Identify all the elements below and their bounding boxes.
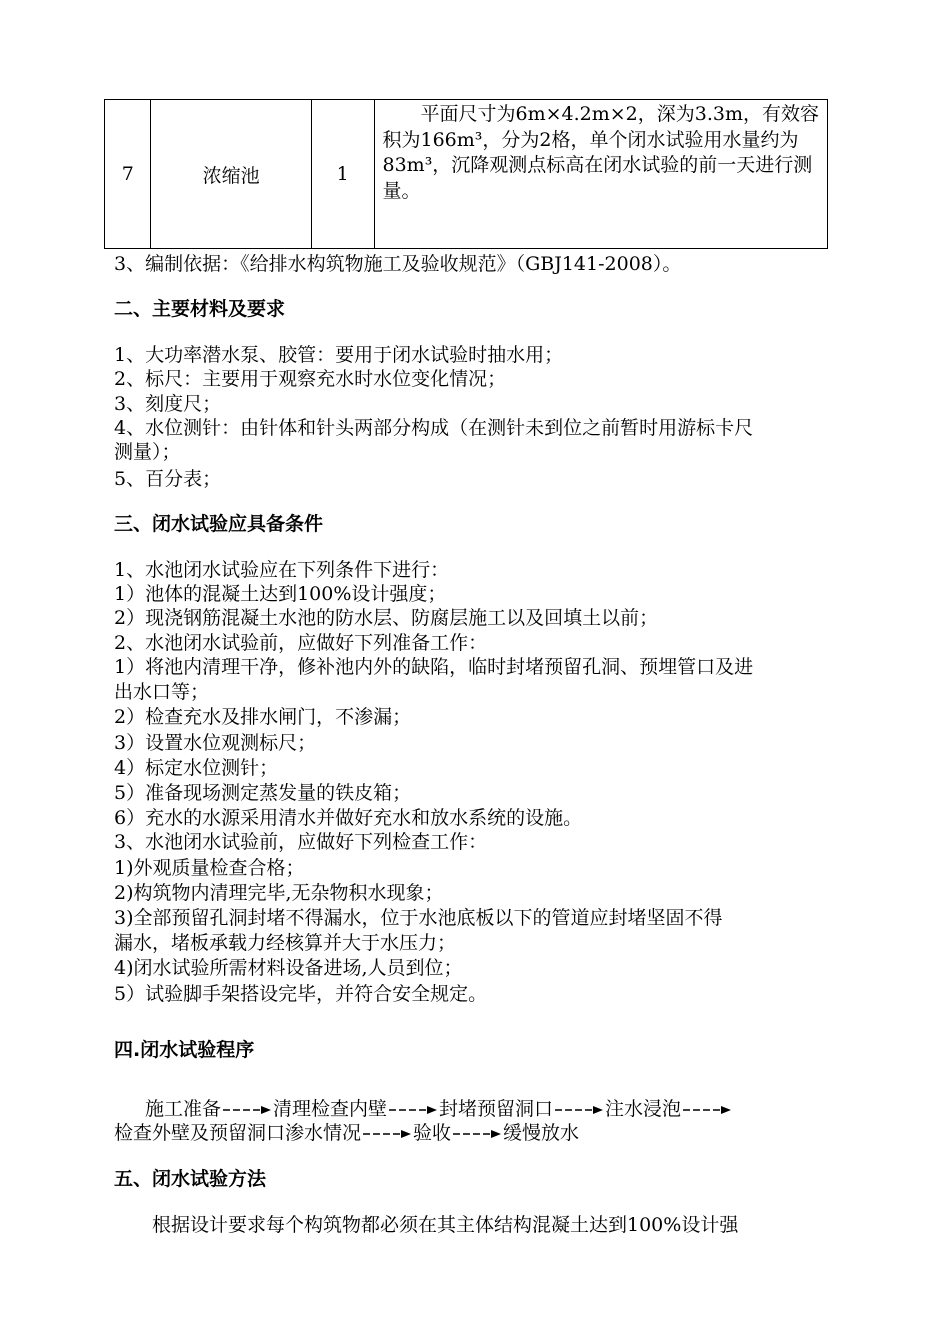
list-item: 3、刻度尺； [114, 393, 222, 415]
section-3-heading: 三、闭水试验应具备条件 [114, 513, 324, 535]
list-item: 1、水池闭水试验应在下列条件下进行： [114, 559, 450, 581]
list-item: 2、标尺：主要用于观察充水时水位变化情况； [114, 368, 507, 390]
flow-step: 清理检查内壁 [273, 1098, 388, 1120]
arrow-right-icon [555, 1105, 603, 1115]
list-item: 4)闭水试验所需材料设备进场,人员到位； [114, 957, 463, 979]
list-item: 漏水，堵板承载力经核算并大于水压力； [114, 932, 457, 954]
section-5-heading: 五、闭水试验方法 [114, 1168, 267, 1190]
flow-step: 施工准备 [145, 1098, 222, 1120]
list-item: 出水口等； [114, 681, 210, 703]
list-item: 4、水位测针：由针体和针头两部分构成（在测针未到位之前暂时用游标卡尺 [114, 417, 754, 439]
structure-name: 浓缩池 [151, 100, 311, 249]
list-item: 3）设置水位观测标尺； [114, 732, 317, 754]
list-item: 测量）； [114, 441, 181, 463]
arrow-right-icon [683, 1105, 731, 1115]
flow-step: 缓慢放水 [503, 1122, 580, 1144]
arrow-right-icon [389, 1105, 437, 1115]
flow-step: 验收 [413, 1122, 452, 1144]
list-item: 4）标定水位测针； [114, 757, 279, 779]
structure-quantity: 1 [311, 100, 374, 249]
section-4-heading: 四.闭水试验程序 [114, 1039, 255, 1061]
flow-step: 注水浸泡 [605, 1098, 682, 1120]
section-2-heading: 二、主要材料及要求 [114, 298, 286, 320]
list-item: 2)构筑物内清理完毕,无杂物积水现象； [114, 882, 444, 904]
procedure-flow-line-2 [114, 1121, 579, 1145]
list-item: 2、水池闭水试验前，应做好下列准备工作： [114, 632, 488, 654]
flow-step: 封堵预留洞口 [439, 1098, 554, 1120]
description-line: 量。 [382, 179, 421, 202]
list-item: 6）充水的水源采用清水并做好充水和放水系统的设施。 [114, 807, 583, 829]
list-item: 3、水池闭水试验前，应做好下列检查工作： [114, 831, 488, 853]
structure-description [374, 100, 828, 249]
compilation-basis: 3、编制依据：《给排水构筑物施工及验收规范》（GBJ141-2008）。 [114, 253, 682, 275]
description-line: 积为166m³，分为2格，单个闭水试验用水量约为 [382, 128, 799, 151]
list-item: 1）将池内清理干净，修补池内外的缺陷，临时封堵预留孔洞、预埋管口及进 [114, 656, 754, 678]
list-item: 5）准备现场测定蒸发量的铁皮箱； [114, 782, 412, 804]
list-item: 5、百分表； [114, 468, 222, 490]
list-item: 2）检查充水及排水闸门，不渗漏； [114, 706, 412, 728]
list-item: 1)外观质量检查合格； [114, 857, 305, 879]
list-item: 3)全部预留孔洞封堵不得漏水，位于水池底板以下的管道应封堵坚固不得 [114, 907, 723, 929]
structure-table [104, 99, 828, 249]
arrow-right-icon [453, 1129, 501, 1139]
list-item: 1、大功率潜水泵、胶管：要用于闭水试验时抽水用； [114, 344, 564, 366]
arrow-right-icon [363, 1129, 411, 1139]
list-item: 1）池体的混凝土达到100%设计强度； [114, 583, 447, 605]
list-item: 2）现浇钢筋混凝土水池的防水层、防腐层施工以及回填土以前； [114, 607, 659, 629]
table-row [105, 100, 828, 249]
description-line: 平面尺寸为6m×4.2m×2，深为3.3m，有效容 [382, 103, 819, 125]
row-number: 7 [105, 100, 151, 249]
flow-step: 检查外壁及预留洞口渗水情况 [114, 1122, 362, 1144]
arrow-right-icon [223, 1105, 271, 1115]
list-item: 5）试验脚手架搭设完毕，并符合安全规定。 [114, 983, 488, 1005]
method-paragraph: 根据设计要求每个构筑物都必须在其主体结构混凝土达到100%设计强 [114, 1214, 739, 1236]
procedure-flow-line-1 [145, 1097, 733, 1121]
description-line: 83m³，沉降观测点标高在闭水试验的前一天进行测 [382, 154, 813, 176]
